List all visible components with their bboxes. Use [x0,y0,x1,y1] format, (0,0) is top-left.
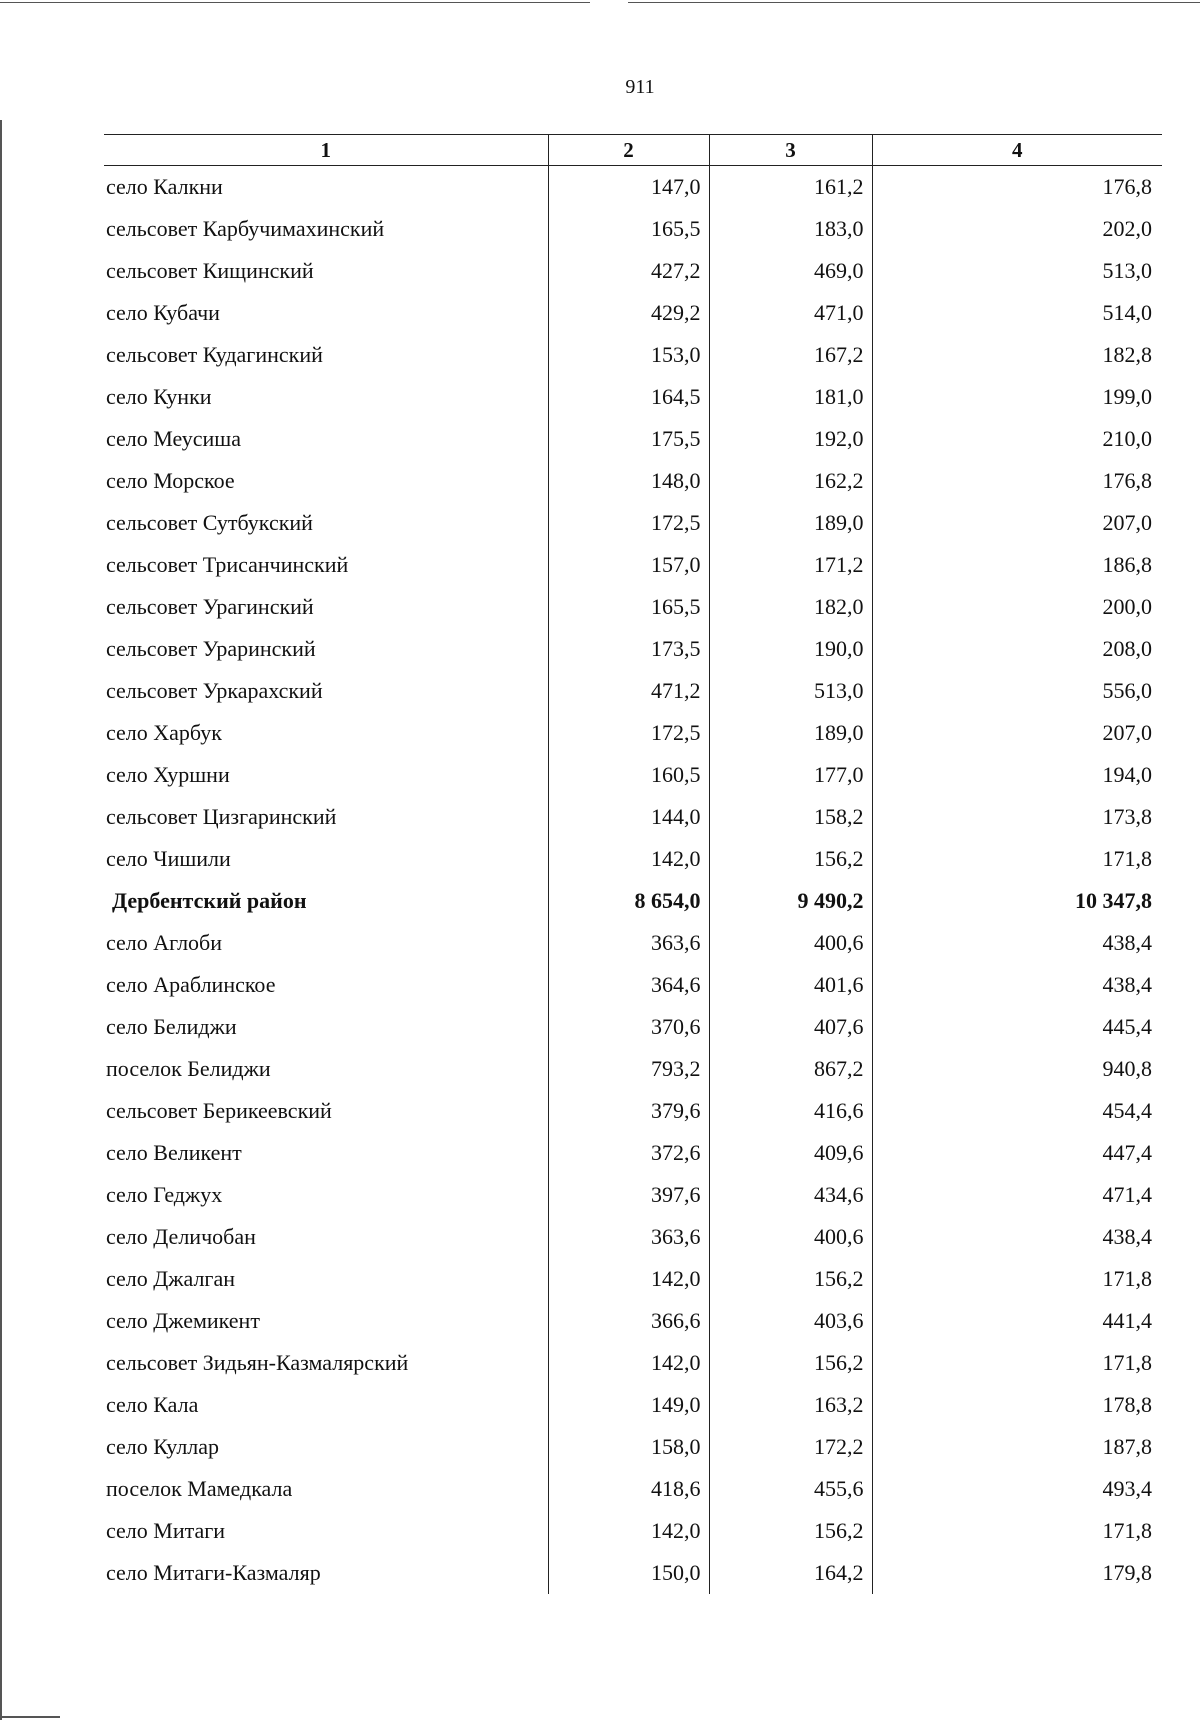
value-column-4-cell: 171,8 [872,1510,1162,1552]
data-table [104,134,1162,1594]
value-column-3-cell: 407,6 [709,1006,872,1048]
scan-border-bottom [0,1716,60,1718]
page-number: 911 [625,76,655,98]
value-column-3-cell: 172,2 [709,1426,872,1468]
value-column-2-cell: 142,0 [548,1342,709,1384]
table-row [104,376,1162,418]
value-column-3-cell: 471,0 [709,292,872,334]
value-column-2-cell: 149,0 [548,1384,709,1426]
value-column-3-cell: 182,0 [709,586,872,628]
value-column-4-cell: 207,0 [872,502,1162,544]
settlement-name-cell: сельсовет Ураринский [106,636,316,661]
settlement-name-cell: сельсовет Берикеевский [106,1098,332,1123]
value-column-2-cell: 471,2 [548,670,709,712]
value-column-2-cell: 379,6 [548,1090,709,1132]
table-row [104,796,1162,838]
table-row [104,628,1162,670]
settlement-name-cell: поселок Белиджи [106,1056,271,1081]
value-column-3-cell: 513,0 [709,670,872,712]
settlement-name-cell: сельсовет Уркарахский [106,678,323,703]
value-column-4-cell: 438,4 [872,1216,1162,1258]
settlement-name-cell: село Араблинское [106,972,276,997]
value-column-3-cell: 163,2 [709,1384,872,1426]
value-column-4-cell: 556,0 [872,670,1162,712]
value-column-3-cell: 9 490,2 [709,880,872,922]
value-column-3-cell: 190,0 [709,628,872,670]
value-column-2-cell: 148,0 [548,460,709,502]
value-column-4-cell: 208,0 [872,628,1162,670]
value-column-2-cell: 8 654,0 [548,880,709,922]
value-column-3-cell: 167,2 [709,334,872,376]
table-row [104,586,1162,628]
scan-border-left [0,120,2,1720]
value-column-3-cell: 161,2 [709,166,872,209]
table-row [104,418,1162,460]
value-column-2-cell: 157,0 [548,544,709,586]
table-row [104,754,1162,796]
value-column-3-cell: 164,2 [709,1552,872,1594]
value-column-3-cell: 171,2 [709,544,872,586]
value-column-2-cell: 165,5 [548,586,709,628]
value-column-3-cell: 867,2 [709,1048,872,1090]
table-row [104,1090,1162,1132]
table-row [104,922,1162,964]
table-row [104,1426,1162,1468]
column-header-2: 2 [548,135,709,166]
value-column-4-cell: 207,0 [872,712,1162,754]
value-column-2-cell: 142,0 [548,838,709,880]
column-header-1: 1 [104,135,548,166]
value-column-2-cell: 165,5 [548,208,709,250]
value-column-2-cell: 366,6 [548,1300,709,1342]
settlement-name-cell: Дербентский район [112,888,307,913]
value-column-3-cell: 409,6 [709,1132,872,1174]
table-row [104,544,1162,586]
value-column-4-cell: 179,8 [872,1552,1162,1594]
value-column-3-cell: 189,0 [709,712,872,754]
settlement-name-cell: сельсовет Сутбукский [106,510,313,535]
settlement-name-cell: село Великент [106,1140,242,1165]
value-column-3-cell: 158,2 [709,796,872,838]
table-row [104,838,1162,880]
value-column-4-cell: 471,4 [872,1174,1162,1216]
value-column-2-cell: 175,5 [548,418,709,460]
value-column-2-cell: 173,5 [548,628,709,670]
value-column-4-cell: 202,0 [872,208,1162,250]
settlement-name-cell: сельсовет Кищинский [106,258,314,283]
value-column-3-cell: 156,2 [709,1342,872,1384]
value-column-2-cell: 158,0 [548,1426,709,1468]
value-column-4-cell: 454,4 [872,1090,1162,1132]
value-column-3-cell: 400,6 [709,922,872,964]
settlement-name-cell: село Аглоби [106,930,223,955]
value-column-2-cell: 427,2 [548,250,709,292]
value-column-4-cell: 199,0 [872,376,1162,418]
value-column-4-cell: 173,8 [872,796,1162,838]
table-row [104,1132,1162,1174]
district-total-row [104,880,1162,922]
table-row [104,334,1162,376]
value-column-2-cell: 429,2 [548,292,709,334]
value-column-2-cell: 397,6 [548,1174,709,1216]
settlement-name-cell: сельсовет Зидьян-Казмалярский [106,1350,409,1375]
settlement-name-cell: село Митаги-Казмаляр [106,1560,321,1585]
table-row [104,1258,1162,1300]
settlement-name-cell: село Меусиша [106,426,242,451]
table-row [104,1552,1162,1594]
value-column-3-cell: 162,2 [709,460,872,502]
value-column-4-cell: 513,0 [872,250,1162,292]
value-column-4-cell: 176,8 [872,460,1162,502]
column-header-4: 4 [872,135,1162,166]
value-column-3-cell: 192,0 [709,418,872,460]
value-column-4-cell: 194,0 [872,754,1162,796]
table-row [104,166,1162,209]
value-column-2-cell: 363,6 [548,922,709,964]
value-column-4-cell: 445,4 [872,1006,1162,1048]
value-column-4-cell: 176,8 [872,166,1162,209]
table-body [104,166,1162,1595]
table-row [104,1300,1162,1342]
table-row [104,964,1162,1006]
settlement-name-cell: село Морское [106,468,235,493]
value-column-3-cell: 156,2 [709,838,872,880]
value-column-4-cell: 493,4 [872,1468,1162,1510]
settlement-name-cell: село Геджух [106,1182,223,1207]
value-column-2-cell: 142,0 [548,1258,709,1300]
value-column-2-cell: 160,5 [548,754,709,796]
table-row [104,1216,1162,1258]
settlement-name-cell: село Деличобан [106,1224,256,1249]
table-row [104,712,1162,754]
value-column-2-cell: 364,6 [548,964,709,1006]
settlement-name-cell: село Джемикент [106,1308,260,1333]
value-column-2-cell: 172,5 [548,502,709,544]
value-column-3-cell: 403,6 [709,1300,872,1342]
value-column-2-cell: 370,6 [548,1006,709,1048]
settlement-name-cell: сельсовет Кудагинский [106,342,323,367]
table-row [104,1384,1162,1426]
settlement-name-cell: село Хуршни [106,762,230,787]
header-row [104,135,1162,166]
value-column-3-cell: 177,0 [709,754,872,796]
value-column-3-cell: 416,6 [709,1090,872,1132]
value-column-4-cell: 210,0 [872,418,1162,460]
value-column-4-cell: 438,4 [872,922,1162,964]
value-column-3-cell: 401,6 [709,964,872,1006]
value-column-2-cell: 164,5 [548,376,709,418]
value-column-2-cell: 153,0 [548,334,709,376]
value-column-4-cell: 438,4 [872,964,1162,1006]
value-column-2-cell: 150,0 [548,1552,709,1594]
value-column-4-cell: 171,8 [872,1258,1162,1300]
value-column-4-cell: 187,8 [872,1426,1162,1468]
settlement-name-cell: село Кубачи [106,300,220,325]
value-column-4-cell: 441,4 [872,1300,1162,1342]
scan-border-top-right [628,2,1200,3]
value-column-3-cell: 400,6 [709,1216,872,1258]
value-column-3-cell: 469,0 [709,250,872,292]
settlement-name-cell: село Митаги [106,1518,226,1543]
table-row [104,292,1162,334]
settlement-name-cell: поселок Мамедкала [106,1476,293,1501]
table-row [104,670,1162,712]
value-column-2-cell: 142,0 [548,1510,709,1552]
value-column-3-cell: 455,6 [709,1468,872,1510]
settlement-name-cell: сельсовет Карбучимахинский [106,216,385,241]
value-column-2-cell: 147,0 [548,166,709,209]
table-row [104,460,1162,502]
value-column-4-cell: 171,8 [872,838,1162,880]
settlement-name-cell: село Чишили [106,846,231,871]
settlement-name-cell: село Кунки [106,384,212,409]
value-column-2-cell: 372,6 [548,1132,709,1174]
value-column-2-cell: 363,6 [548,1216,709,1258]
value-column-3-cell: 183,0 [709,208,872,250]
value-column-3-cell: 156,2 [709,1510,872,1552]
table-row [104,250,1162,292]
value-column-4-cell: 447,4 [872,1132,1162,1174]
settlement-name-cell: село Куллар [106,1434,220,1459]
value-column-4-cell: 200,0 [872,586,1162,628]
value-column-2-cell: 793,2 [548,1048,709,1090]
value-column-2-cell: 172,5 [548,712,709,754]
value-column-4-cell: 514,0 [872,292,1162,334]
settlement-name-cell: сельсовет Урагинский [106,594,314,619]
settlement-name-cell: сельсовет Трисанчинский [106,552,349,577]
table-row [104,1510,1162,1552]
table-row [104,1342,1162,1384]
value-column-2-cell: 418,6 [548,1468,709,1510]
value-column-4-cell: 178,8 [872,1384,1162,1426]
value-column-3-cell: 189,0 [709,502,872,544]
value-column-4-cell: 171,8 [872,1342,1162,1384]
value-column-3-cell: 434,6 [709,1174,872,1216]
table-row [104,1048,1162,1090]
value-column-3-cell: 156,2 [709,1258,872,1300]
settlement-name-cell: село Харбук [106,720,222,745]
value-column-4-cell: 182,8 [872,334,1162,376]
value-column-4-cell: 186,8 [872,544,1162,586]
table-row [104,208,1162,250]
value-column-4-cell: 940,8 [872,1048,1162,1090]
settlement-name-cell: село Кала [106,1392,199,1417]
settlement-name-cell: село Джалган [106,1266,235,1291]
scan-border-top-left [0,2,590,3]
value-column-4-cell: 10 347,8 [872,880,1162,922]
table-row [104,1006,1162,1048]
value-column-2-cell: 144,0 [548,796,709,838]
column-header-3: 3 [709,135,872,166]
table-row [104,1174,1162,1216]
settlement-name-cell: село Белиджи [106,1014,237,1039]
settlement-name-cell: сельсовет Цизгаринский [106,804,337,829]
table-row [104,1468,1162,1510]
value-column-3-cell: 181,0 [709,376,872,418]
table-row [104,502,1162,544]
settlement-name-cell: село Калкни [106,174,223,199]
